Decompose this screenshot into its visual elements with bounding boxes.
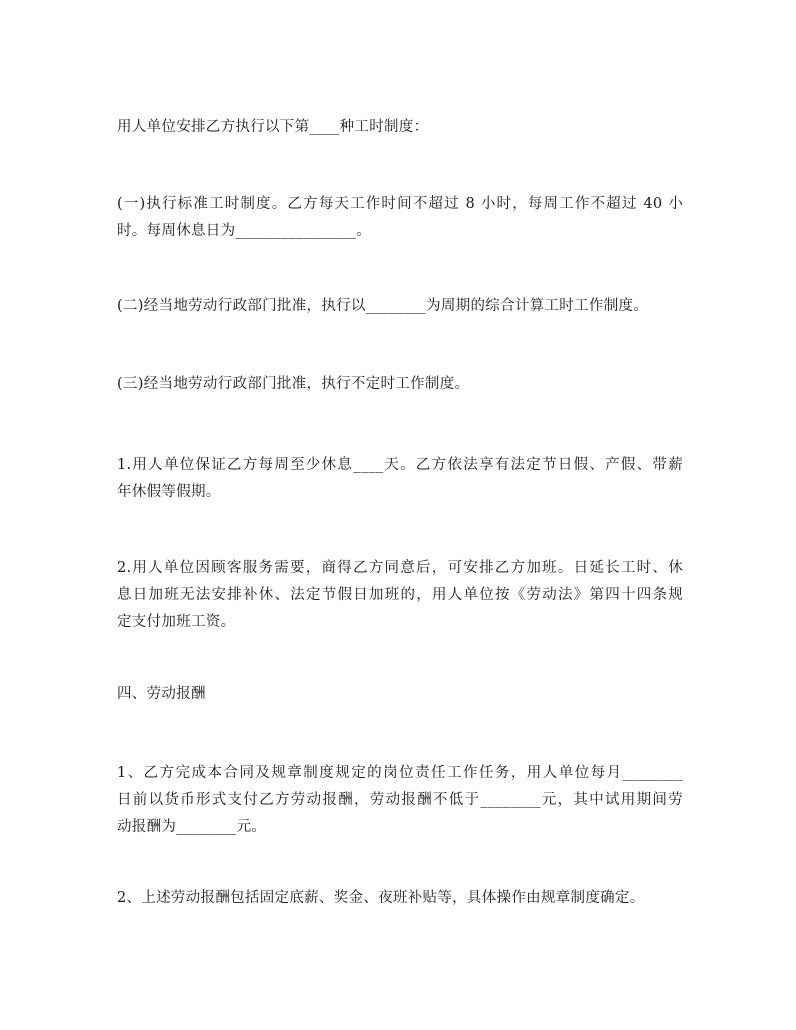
rest-days-paragraph (117, 452, 683, 506)
text-line: 息日加班无法安排补休、法定节假日加班的，用人单位按《劳动法》第四十四条规 (117, 587, 683, 603)
remuneration-payment-paragraph (117, 760, 683, 841)
standard-hours-paragraph (117, 191, 683, 245)
text-line: 动报酬为________元。 (117, 819, 267, 835)
text-line: 2、上述劳动报酬包括固定底薪、奖金、夜班补贴等，具体操作由规章制度确定。 (117, 890, 645, 906)
text-line: 时。每周休息日为________________。 (117, 223, 371, 239)
text-line: 1、乙方完成本合同及规章制度规定的岗位责任工作任务，用人单位每月________ (117, 765, 683, 781)
heading-text: 四、劳动报酬 (117, 686, 206, 702)
text-line: 2.用人单位因顾客服务需要，商得乙方同意后，可安排乙方加班。日延长工时、休 (117, 560, 683, 576)
text-line: (三)经当地劳动行政部门批准，执行不定时工作制度。 (117, 376, 470, 392)
text-line: 定支付加班工资。 (117, 614, 236, 630)
remuneration-composition-paragraph (117, 885, 683, 912)
overtime-paragraph (117, 555, 683, 636)
text-line: (二)经当地劳动行政部门批准，执行以________为周期的综合计算工时工作制度。 (117, 298, 649, 314)
text-line: (一)执行标准工时制度。乙方每天工作时间不超过 8 小时，每周工作不超过 40 小 (117, 196, 683, 212)
comprehensive-hours-paragraph (117, 293, 683, 320)
text-line: 1.用人单位保证乙方每周至少休息____天。乙方依法享有法定节日假、产假、带薪 (117, 457, 683, 473)
section-four-heading (117, 681, 683, 708)
work-hours-intro-paragraph (117, 114, 683, 141)
text-line: 日前以货币形式支付乙方劳动报酬，劳动报酬不低于________元，其中试用期间劳 (117, 792, 683, 808)
flexible-hours-paragraph (117, 371, 683, 398)
text-line: 年休假等假期。 (117, 484, 221, 500)
text-line: 用人单位安排乙方执行以下第____种工时制度： (117, 119, 429, 135)
